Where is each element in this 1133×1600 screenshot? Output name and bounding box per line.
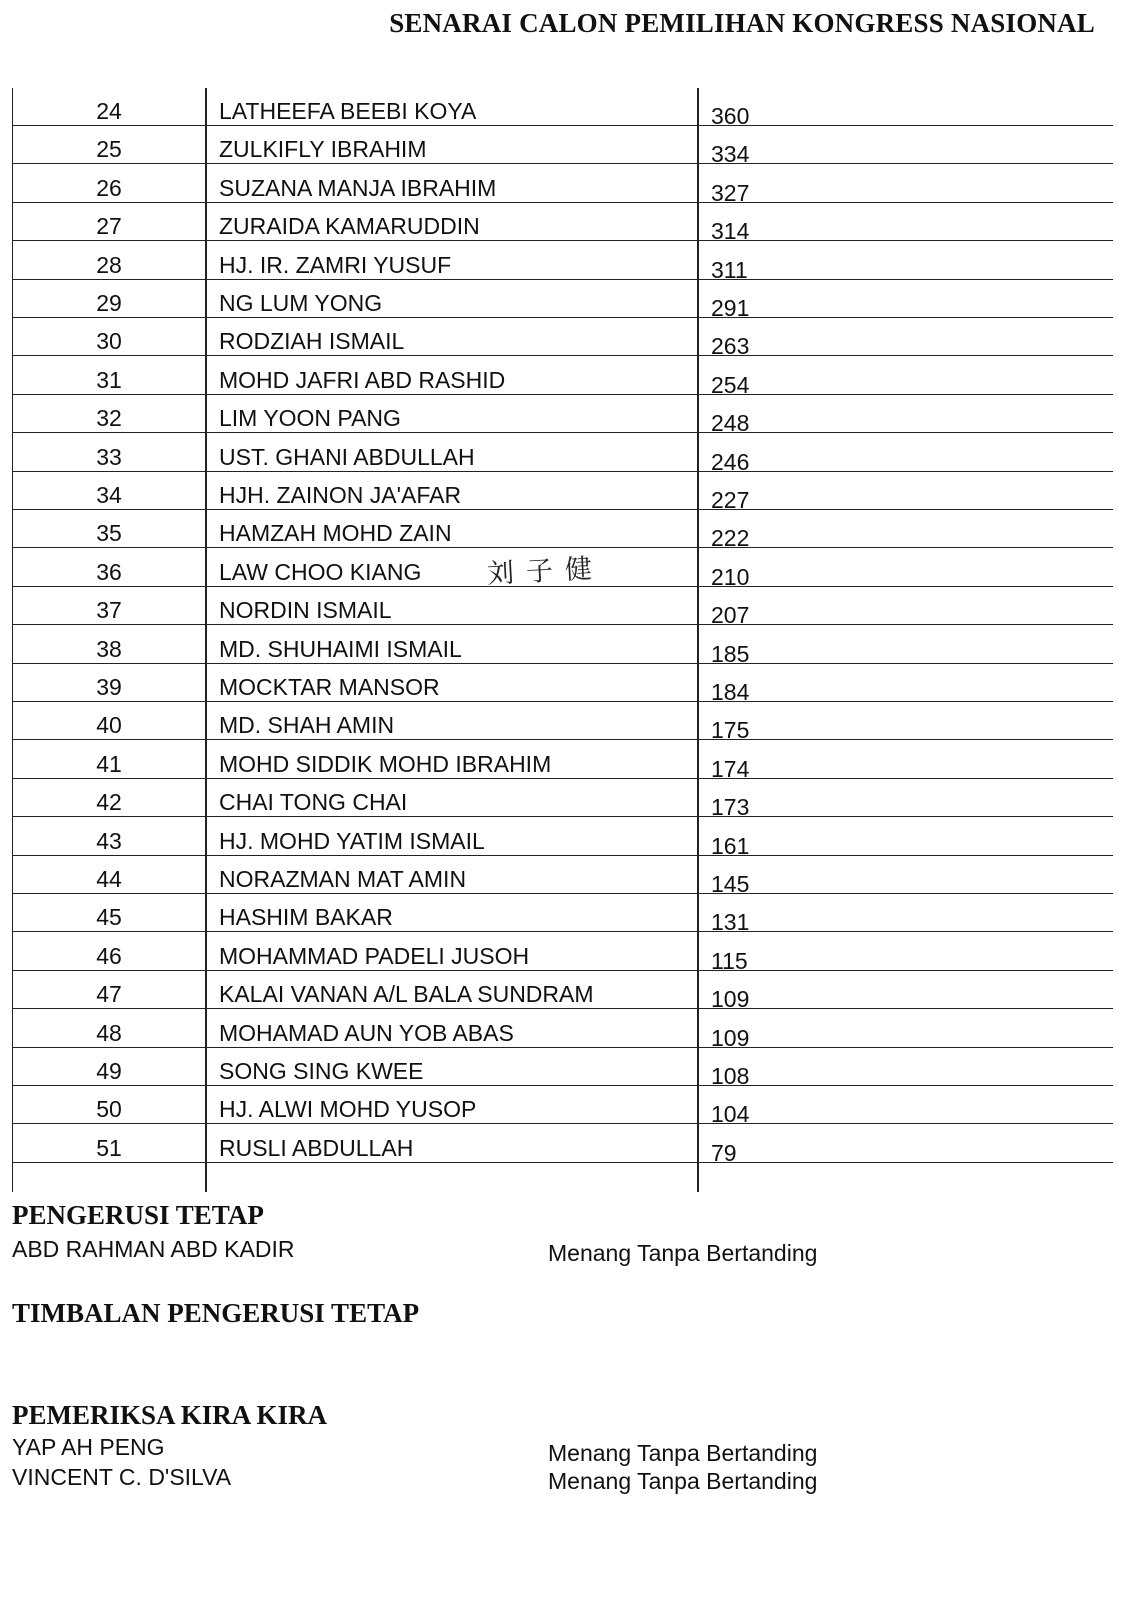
candidate-number: 44	[96, 866, 122, 892]
table-row	[13, 280, 1113, 321]
candidate-number: 36	[96, 558, 122, 585]
candidate-votes: 227	[711, 487, 750, 513]
candidate-votes: 173	[711, 794, 750, 821]
candidate-name: SUZANA MANJA IBRAHIM	[219, 174, 497, 201]
candidate-name: KALAI VANAN A/L BALA SUNDRAM	[219, 981, 594, 1008]
pemeriksa-status-2: Menang Tanpa Bertanding	[548, 1468, 818, 1494]
candidate-votes: 360	[711, 103, 750, 129]
candidate-votes: 108	[711, 1063, 750, 1089]
candidate-number: 31	[96, 366, 122, 393]
candidate-number: 25	[96, 136, 122, 163]
pengerusi-name: ABD RAHMAN ABD KADIR	[12, 1236, 295, 1262]
candidate-name: MOCKTAR MANSOR	[219, 674, 440, 700]
candidate-votes: 254	[711, 371, 750, 398]
candidate-votes: 174	[711, 755, 750, 782]
section-heading-pemeriksa: PEMERIKSA KIRA KIRA	[12, 1400, 328, 1430]
table-row	[13, 242, 1113, 283]
candidate-number: 32	[96, 405, 122, 432]
table-row	[13, 779, 1113, 821]
candidate-number: 37	[96, 597, 122, 624]
candidate-name: LATHEEFA BEEBI KOYA	[219, 98, 477, 124]
candidate-votes: 104	[711, 1101, 750, 1128]
table-row	[13, 1010, 1113, 1051]
candidate-name: HASHIM BAKAR	[219, 904, 393, 931]
candidate-votes: 115	[711, 947, 748, 974]
table-row	[13, 1125, 1113, 1166]
candidate-number: 33	[96, 443, 122, 470]
table-row	[13, 203, 1113, 245]
candidate-number: 24	[96, 98, 122, 124]
table-row	[13, 88, 1113, 129]
candidate-name: MD. SHAH AMIN	[219, 712, 395, 739]
candidate-votes: 207	[711, 602, 750, 629]
candidate-name: ZULKIFLY IBRAHIM	[219, 136, 427, 163]
table-row	[13, 510, 1113, 552]
table-row	[13, 357, 1113, 398]
candidate-number: 30	[96, 328, 122, 355]
table-row	[13, 856, 1113, 897]
table-row	[13, 165, 1113, 206]
table-row	[13, 472, 1113, 513]
candidate-number: 27	[96, 213, 122, 240]
pengerusi-status: Menang Tanpa Bertanding	[548, 1240, 818, 1266]
candidate-number: 42	[96, 789, 122, 816]
candidate-table	[12, 88, 1113, 1192]
table-row	[13, 126, 1113, 168]
table-row	[13, 1048, 1113, 1089]
table-row	[13, 395, 1113, 437]
candidate-number: 50	[96, 1096, 122, 1123]
candidate-votes: 184	[711, 679, 750, 705]
candidate-votes: 311	[711, 256, 748, 283]
section-heading-timbalan: TIMBALAN PENGERUSI TETAP	[12, 1298, 420, 1328]
candidate-number: 38	[96, 635, 122, 662]
candidate-number: 51	[96, 1134, 122, 1161]
candidate-number: 29	[96, 290, 122, 316]
candidate-votes: 248	[711, 410, 750, 437]
table-row	[13, 549, 1113, 590]
candidate-number: 34	[96, 482, 122, 508]
table-row	[13, 318, 1113, 360]
candidate-votes: 79	[711, 1139, 737, 1166]
table-row	[13, 626, 1113, 667]
pemeriksa-name-1: YAP AH PENG	[12, 1434, 165, 1460]
candidate-name: ZURAIDA KAMARUDDIN	[219, 213, 480, 240]
candidate-votes: 210	[711, 563, 750, 590]
candidate-name: UST. GHANI ABDULLAH	[219, 443, 475, 470]
candidate-number: 28	[96, 251, 122, 278]
candidate-name: CHAI TONG CHAI	[219, 789, 408, 816]
candidate-votes: 334	[711, 141, 750, 168]
candidate-name: NORAZMAN MAT AMIN	[219, 866, 467, 892]
table-row	[13, 818, 1113, 859]
section-heading-pengerusi: PENGERUSI TETAP	[12, 1200, 264, 1230]
candidate-name: RUSLI ABDULLAH	[219, 1134, 414, 1161]
candidate-votes: 246	[711, 448, 750, 475]
table-row	[13, 741, 1113, 782]
candidate-name: MOHD SIDDIK MOHD IBRAHIM	[219, 750, 552, 777]
table-row	[13, 702, 1113, 744]
candidate-name: HJH. ZAINON JA'AFAR	[219, 482, 462, 508]
candidate-votes: 131	[711, 909, 750, 936]
table-row	[13, 1086, 1113, 1128]
handwritten-note: 刘子健	[486, 552, 605, 590]
candidate-votes: 175	[711, 717, 750, 744]
candidate-number: 35	[96, 520, 122, 547]
candidate-number: 43	[96, 827, 122, 854]
candidate-number: 41	[96, 750, 122, 777]
candidate-number: 49	[96, 1058, 122, 1084]
candidate-votes: 222	[711, 525, 750, 552]
candidate-number: 46	[96, 942, 122, 969]
candidate-number: 45	[96, 904, 122, 931]
candidate-votes: 314	[711, 218, 750, 245]
candidate-votes: 161	[711, 832, 750, 859]
table-row	[13, 434, 1113, 475]
candidate-name: MD. SHUHAIMI ISMAIL	[219, 635, 462, 662]
candidate-name: MOHAMAD AUN YOB ABAS	[219, 1019, 514, 1046]
candidate-votes: 145	[711, 871, 750, 897]
table-row	[13, 933, 1113, 974]
candidate-votes: 263	[711, 333, 750, 360]
candidate-votes: 109	[711, 986, 750, 1013]
candidate-name: HJ. MOHD YATIM ISMAIL	[219, 827, 485, 854]
table-row	[13, 587, 1113, 629]
candidate-name: MOHAMMAD PADELI JUSOH	[219, 942, 530, 969]
pemeriksa-name-2: VINCENT C. D'SILVA	[12, 1464, 232, 1490]
candidate-name: HAMZAH MOHD ZAIN	[219, 520, 452, 547]
candidate-name: NG LUM YONG	[219, 290, 383, 316]
pemeriksa-status-1: Menang Tanpa Bertanding	[548, 1440, 818, 1466]
candidate-number: 40	[96, 712, 122, 739]
table-row	[13, 971, 1113, 1013]
candidate-name: HJ. ALWI MOHD YUSOP	[219, 1096, 477, 1123]
table-row	[13, 664, 1113, 705]
candidate-votes: 185	[711, 640, 750, 667]
candidate-votes: 327	[711, 179, 750, 206]
candidate-number: 39	[96, 674, 122, 700]
candidate-number: 47	[96, 981, 122, 1008]
candidate-name: NORDIN ISMAIL	[219, 597, 392, 624]
candidate-name: HJ. IR. ZAMRI YUSUF	[219, 251, 452, 278]
candidate-votes: 291	[711, 295, 750, 321]
candidate-votes: 109	[711, 1024, 750, 1051]
document-title: SENARAI CALON PEMILIHAN KONGRESS NASIONAL	[389, 8, 1095, 38]
table-row	[13, 894, 1113, 936]
candidate-number: 26	[96, 174, 122, 201]
candidate-number: 48	[96, 1019, 122, 1046]
candidate-name: MOHD JAFRI ABD RASHID	[219, 366, 506, 393]
candidate-name: LAW CHOO KIANG	[219, 558, 422, 585]
candidate-name: SONG SING KWEE	[219, 1058, 424, 1084]
candidate-name: LIM YOON PANG	[219, 405, 401, 432]
candidate-name: RODZIAH ISMAIL	[219, 328, 405, 355]
